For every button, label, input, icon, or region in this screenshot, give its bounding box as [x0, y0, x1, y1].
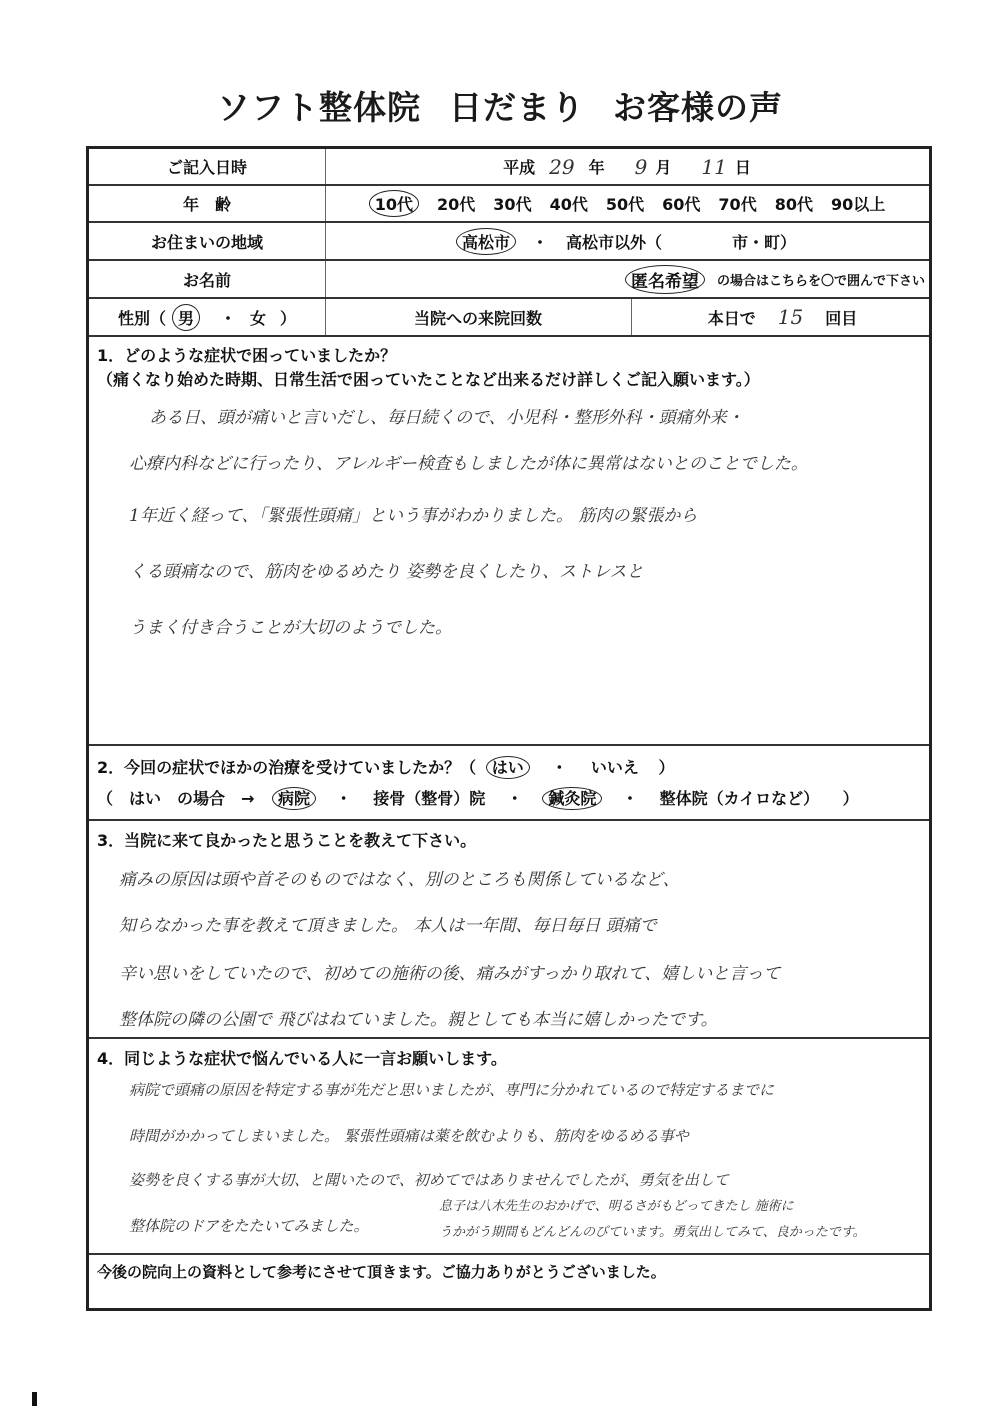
- gender-label: 性別（: [117, 308, 166, 328]
- survey-form: [86, 146, 932, 1311]
- question-1-section: [89, 337, 929, 746]
- separator: ・: [506, 789, 523, 808]
- option-hospital[interactable]: 病院: [272, 787, 316, 810]
- year-unit: 年: [588, 158, 605, 177]
- answer-line: 知らなかった事を教えて頂きました。 本人は一年間、毎日毎日 頭痛で: [119, 916, 657, 936]
- year-value: 29: [549, 154, 575, 179]
- page-title: [0, 82, 1000, 129]
- date-label: ご記入日時: [89, 149, 326, 184]
- answer-line: 息子は八木先生のおかげで、明るさがもどってきたし 施術に: [439, 1199, 794, 1214]
- question-2-line2: [97, 786, 859, 809]
- day-value: 11: [701, 154, 727, 179]
- answer-line: 心療内科などに行ったり、アレルギー検査もしましたが体に異常はないとのことでした。: [129, 454, 808, 474]
- answer-line: 整体院の隣の公園で 飛びはねていました。親としても本当に嬉しかったです。: [119, 1010, 718, 1030]
- answer-line: ある日、頭が痛いと言いだし、毎日続くので、小児科・整形外科・頭痛外来・: [149, 408, 744, 428]
- area-other-suffix: 市・町）: [732, 232, 797, 252]
- gender-option-male[interactable]: 男: [172, 304, 200, 331]
- answer-line: 時間がかかってしまいました。 緊張性頭痛は薬を飲むよりも、筋肉をゆるめる事や: [129, 1127, 689, 1145]
- answer-line: 1年近く経って、「緊張性頭痛」という事がわかりました。 筋肉の緊張から: [129, 506, 698, 526]
- date-field[interactable]: [325, 149, 929, 184]
- separator: ・: [621, 789, 638, 808]
- age-option-50s[interactable]: 50代: [605, 195, 645, 214]
- visits-label: 当院への来院回数: [325, 299, 632, 335]
- option-yes[interactable]: はい: [486, 756, 530, 779]
- visits-suffix: 回目: [825, 308, 858, 328]
- scan-mark: [32, 1392, 37, 1406]
- if-yes-label: （ はい の場合 →: [97, 789, 255, 808]
- question-3-section: [89, 821, 929, 1039]
- question-4-title: 4．同じような症状で悩んでいる人に一言お願いします。: [97, 1049, 507, 1068]
- question-1-subtitle: （痛くなり始めた時期、日常生活で困っていたことなど出来るだけ詳しくご記入願います。）: [97, 370, 760, 389]
- question-2-section: [89, 746, 929, 821]
- era-label: 平成: [503, 158, 536, 177]
- area-options: [325, 223, 929, 259]
- visits-prefix: 本日で: [707, 308, 756, 328]
- question-1-title: 1．どのような症状で困っていましたか？: [97, 346, 397, 365]
- question-3-title: 3．当院に来て良かったと思うことを教えて下さい。: [97, 831, 477, 850]
- option-bonesetter[interactable]: 接骨（整骨）院: [373, 789, 486, 808]
- paren-close: ）: [658, 758, 675, 777]
- answer-line: 辛い思いをしていたので、初めての施術の後、痛みがすっかり取れて、嬉しいと言って: [119, 964, 781, 984]
- visits-count: 15: [777, 305, 804, 329]
- option-no[interactable]: いいえ: [590, 758, 639, 777]
- month-value: 9: [634, 154, 648, 179]
- age-option-40s[interactable]: 40代: [549, 195, 588, 214]
- area-label: お住まいの地域: [89, 223, 326, 259]
- question-1-answer[interactable]: [129, 337, 919, 744]
- question-2-title: 2．今回の症状でほかの治療を受けていましたか？（: [97, 758, 477, 777]
- gender-close: ）: [280, 308, 297, 328]
- question-4-answer[interactable]: [129, 1039, 919, 1253]
- separator: ・: [335, 789, 352, 808]
- age-option-90plus[interactable]: 90以上: [830, 195, 886, 214]
- area-option-takamatsu[interactable]: 高松市: [456, 228, 516, 255]
- answer-line: うまく付き合うことが大切のようでした。: [129, 618, 452, 638]
- age-option-60s[interactable]: 60代: [662, 195, 701, 214]
- name-field[interactable]: [325, 261, 929, 297]
- option-chiropractic[interactable]: 整体院（カイロなど）: [659, 789, 820, 808]
- area-option-other[interactable]: 高松市以外（: [566, 232, 663, 252]
- age-options: [325, 186, 929, 221]
- age-option-20s[interactable]: 20代: [437, 195, 476, 214]
- question-4-section: [89, 1039, 929, 1255]
- visits-field[interactable]: [636, 299, 929, 335]
- footer-note: 今後の院向上の資料として参考にさせて頂きます。ご協力ありがとうございました。: [97, 1263, 666, 1281]
- question-3-answer[interactable]: [119, 821, 919, 1037]
- anonymous-note: の場合はこちらを〇で囲んで下さい: [716, 273, 925, 289]
- name-label: お名前: [89, 261, 326, 297]
- age-option-10s[interactable]: 10代: [369, 190, 419, 217]
- area-row: [89, 223, 929, 261]
- month-unit: 月: [655, 158, 672, 177]
- anonymous-option[interactable]: 匿名希望: [625, 265, 705, 294]
- answer-line: うかがう期間もどんどんのびています。勇気出してみて、良かったです。: [439, 1225, 866, 1240]
- day-unit: 日: [734, 158, 751, 177]
- answer-line: 姿勢を良くする事が大切、と聞いたので、初めてではありませんでしたが、勇気を出して: [129, 1171, 729, 1189]
- name-row: [89, 261, 929, 299]
- option-acupuncture[interactable]: 鍼灸院: [542, 787, 602, 810]
- answer-line: 病院で頭痛の原因を特定する事が先だと思いましたが、専門に分かれているので特定するまでに: [129, 1081, 775, 1099]
- date-row: [89, 149, 929, 186]
- answer-line: くる頭痛なので、筋肉をゆるめたり 姿勢を良くしたり、ストレスと: [129, 562, 644, 582]
- gender-field: [89, 299, 326, 335]
- age-option-70s[interactable]: 70代: [718, 195, 757, 214]
- age-option-80s[interactable]: 80代: [774, 195, 813, 214]
- paren-close: ）: [842, 789, 859, 808]
- age-option-30s[interactable]: 30代: [493, 195, 532, 214]
- age-row: [89, 186, 929, 223]
- area-separator: ・: [531, 232, 548, 252]
- age-label: 年 齢: [89, 186, 326, 221]
- gender-option-female[interactable]: 女: [250, 308, 267, 328]
- title-subtitle: お客様の声: [613, 88, 783, 127]
- clinic-name: ソフト整体院: [217, 88, 421, 127]
- question-2-line1: [97, 755, 675, 778]
- clinic-brand: 日だまり: [449, 88, 585, 127]
- answer-line: 痛みの原因は頭や首そのものではなく、別のところも関係しているなど、: [119, 870, 680, 890]
- separator: ・: [551, 758, 568, 777]
- answer-line: 整体院のドアをたたいてみました。: [129, 1217, 369, 1235]
- gender-visits-row: [89, 299, 929, 337]
- gender-separator: ・: [219, 308, 236, 328]
